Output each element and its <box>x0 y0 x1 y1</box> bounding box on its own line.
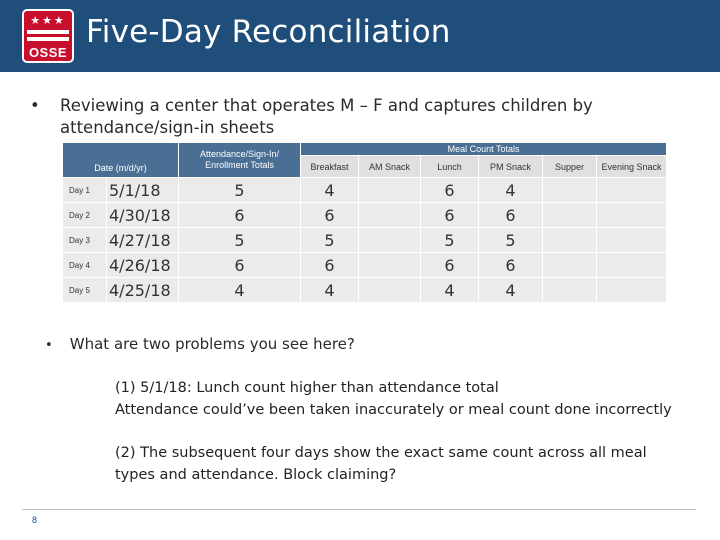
column-header: Supper <box>543 156 597 178</box>
supper-cell <box>543 203 597 228</box>
date-cell: 4/30/18 <box>107 203 179 228</box>
pm-snack-cell: 4 <box>479 278 543 303</box>
am-snack-cell <box>359 253 421 278</box>
meal-count-header: Meal Count Totals <box>301 143 667 156</box>
page-number: 8 <box>32 515 38 525</box>
breakfast-cell: 4 <box>301 278 359 303</box>
table-row <box>63 253 667 278</box>
breakfast-cell: 6 <box>301 253 359 278</box>
breakfast-cell: 5 <box>301 228 359 253</box>
lunch-cell: 6 <box>421 178 479 203</box>
column-header: Evening Snack <box>597 156 667 178</box>
evening-snack-cell <box>597 278 667 303</box>
table-row <box>63 178 667 203</box>
logo-text: OSSE <box>28 45 68 60</box>
attendance-cell: 4 <box>179 278 301 303</box>
lunch-cell: 4 <box>421 278 479 303</box>
attendance-cell: 5 <box>179 178 301 203</box>
column-header: Breakfast <box>301 156 359 178</box>
answer-block <box>115 377 705 421</box>
am-snack-cell <box>359 228 421 253</box>
answer-block <box>115 442 675 486</box>
logo-stars-icon: ★★★ <box>30 15 66 27</box>
logo-stripe <box>27 30 69 34</box>
date-cell: 4/25/18 <box>107 278 179 303</box>
attendance-cell: 6 <box>179 203 301 228</box>
column-header: Lunch <box>421 156 479 178</box>
table-row <box>63 203 667 228</box>
attendance-cell: 5 <box>179 228 301 253</box>
intro-text: Reviewing a center that operates M – F and captures children by attendance/sign-in sheets <box>60 96 593 137</box>
evening-snack-cell <box>597 178 667 203</box>
pm-snack-cell: 4 <box>479 178 543 203</box>
answer-line: types and attendance. Block claiming? <box>115 467 397 483</box>
column-header: AM Snack <box>359 156 421 178</box>
attendance-cell: 6 <box>179 253 301 278</box>
answer-line: Attendance could’ve been taken inaccurately or meal count done incorrectly <box>115 402 672 418</box>
evening-snack-cell <box>597 203 667 228</box>
day-cell: Day 3 <box>63 228 107 253</box>
lunch-cell: 6 <box>421 203 479 228</box>
date-cell: 4/26/18 <box>107 253 179 278</box>
lunch-cell: 6 <box>421 253 479 278</box>
lunch-cell: 5 <box>421 228 479 253</box>
date-header: Date (m/d/yr) <box>63 143 179 178</box>
day-cell: Day 5 <box>63 278 107 303</box>
bullet-icon: • <box>30 96 40 115</box>
pm-snack-cell: 6 <box>479 253 543 278</box>
question-bullet <box>45 335 355 353</box>
bullet-icon: • <box>45 338 53 353</box>
evening-snack-cell <box>597 253 667 278</box>
attendance-header: Attendance/Sign-In/ Enrollment Totals <box>179 143 301 178</box>
supper-cell <box>543 278 597 303</box>
am-snack-cell <box>359 178 421 203</box>
column-header: PM Snack <box>479 156 543 178</box>
am-snack-cell <box>359 278 421 303</box>
pm-snack-cell: 6 <box>479 203 543 228</box>
day-cell: Day 2 <box>63 203 107 228</box>
day-cell: Day 1 <box>63 178 107 203</box>
supper-cell <box>543 228 597 253</box>
footer-divider <box>22 509 696 510</box>
logo-stripe <box>27 37 69 41</box>
date-cell: 4/27/18 <box>107 228 179 253</box>
table-row <box>63 228 667 253</box>
supper-cell <box>543 253 597 278</box>
supper-cell <box>543 178 597 203</box>
answer-line: (1) 5/1/18: Lunch count higher than attendance total <box>115 380 499 396</box>
title-banner <box>0 0 720 72</box>
table-row <box>63 278 667 303</box>
osse-logo <box>22 9 74 63</box>
reconciliation-table <box>62 142 667 303</box>
question-text: What are two problems you see here? <box>69 335 355 353</box>
day-cell: Day 4 <box>63 253 107 278</box>
breakfast-cell: 4 <box>301 178 359 203</box>
evening-snack-cell <box>597 228 667 253</box>
intro-bullet <box>30 95 670 139</box>
page-title: Five-Day Reconciliation <box>86 14 451 50</box>
answer-line: (2) The subsequent four days show the exact same count across all meal <box>115 445 647 461</box>
pm-snack-cell: 5 <box>479 228 543 253</box>
date-cell: 5/1/18 <box>107 178 179 203</box>
am-snack-cell <box>359 203 421 228</box>
breakfast-cell: 6 <box>301 203 359 228</box>
